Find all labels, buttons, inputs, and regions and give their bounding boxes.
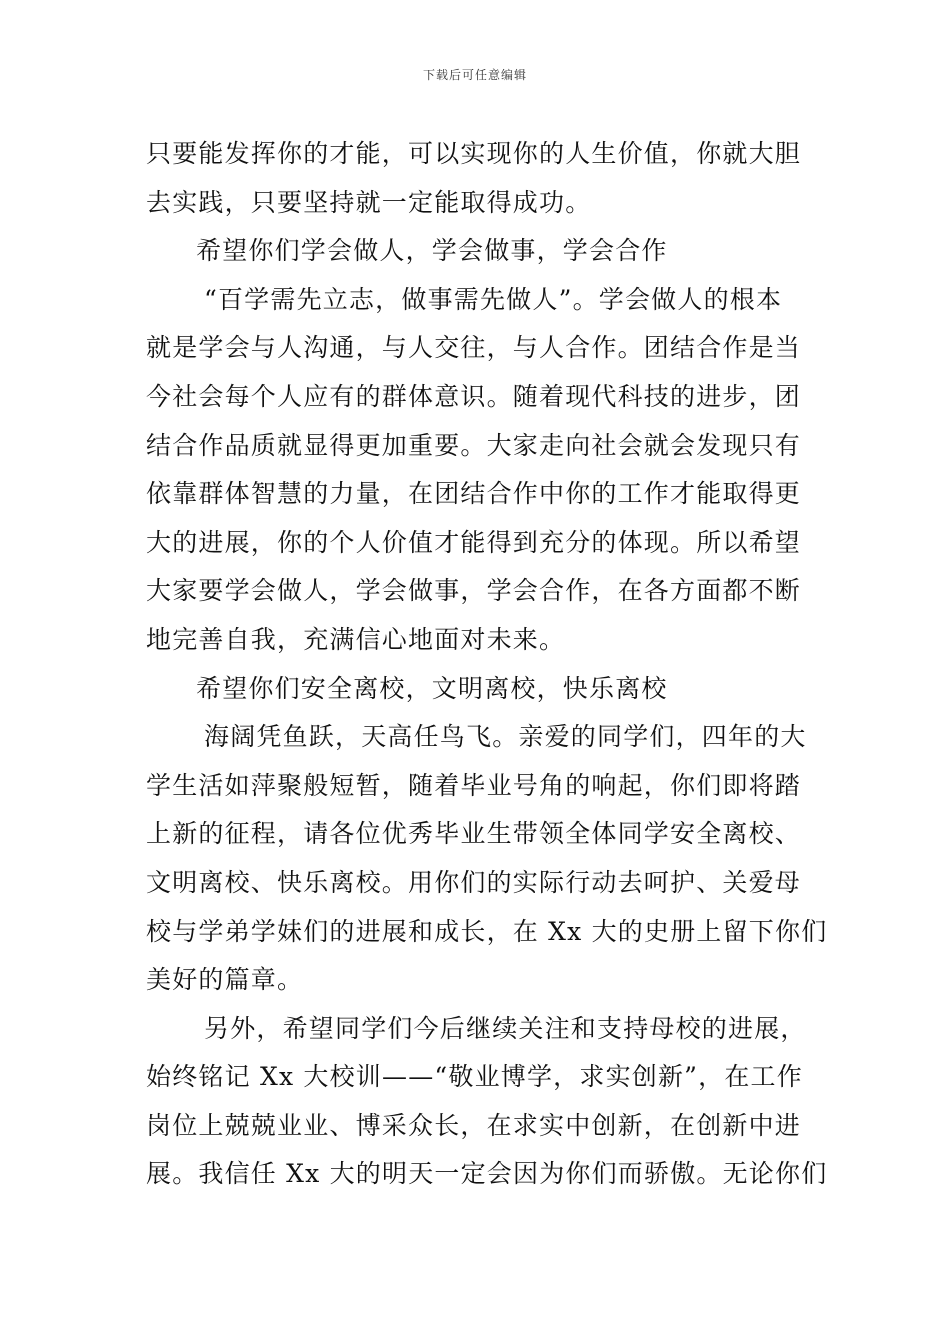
section-heading: 希望你们学会做人，学会做事，学会合作 — [196, 236, 668, 266]
text-line: 大家要学会做人，学会做事，学会合作，在各方面都不断 — [146, 576, 802, 606]
text-line: 学生活如萍聚般短暂，随着毕业号角的响起，你们即将踏 — [146, 770, 802, 800]
section-heading: 希望你们安全离校，文明离校，快乐离校 — [196, 673, 668, 703]
text-line: 文明离校、快乐离校。用你们的实际行动去呵护、关爱母 — [146, 867, 802, 897]
text-line: 依靠群体智慧的力量，在团结合作中你的工作才能取得更 — [146, 479, 802, 509]
body-text — [146, 130, 828, 1199]
text-line: 校与学弟学妹们的进展和成长，在 Xx 大的史册上留下你们 — [146, 916, 828, 946]
header-note: 下载后可任意编辑 — [422, 68, 527, 82]
text-line: 只要能发挥你的才能，可以实现你的人生价值，你就大胆 — [146, 139, 802, 168]
text-line: 地完善自我，充满信心地面对未来。 — [146, 624, 566, 654]
text-line: 大的进展，你的个人价值才能得到充分的体现。所以希望 — [146, 527, 802, 557]
text-line: 美好的篇章。 — [146, 965, 304, 995]
text-line: 今社会每个人应有的群体意识。随着现代科技的进步，团 — [146, 381, 802, 411]
text-line: 展。我信任 Xx 大的明天一定会因为你们而骄傲。无论你们 — [146, 1159, 828, 1189]
text-line: 始终铭记 Xx 大校训——“敬业博学，求实创新”，在工作 — [146, 1062, 803, 1092]
text-line: “百学需先立志，做事需先做人”。学会做人的根本 — [204, 284, 783, 314]
text-line: 去实践，只要坚持就一定能取得成功。 — [146, 187, 592, 217]
text-line: 上新的征程，请各位优秀毕业生带领全体同学安全离校、 — [146, 819, 802, 849]
text-line: 结合作品质就显得更加重要。大家走向社会就会发现只有 — [146, 430, 802, 460]
text-line: 海阔凭鱼跃，天高任鸟飞。亲爱的同学们，四年的大 — [204, 722, 807, 752]
text-line: 另外，希望同学们今后继续关注和支持母校的进展， — [204, 1013, 807, 1043]
text-line: 岗位上兢兢业业、博采众长，在求实中创新，在创新中进 — [146, 1110, 802, 1140]
text-line: 就是学会与人沟通，与人交往，与人合作。团结合作是当 — [146, 333, 802, 363]
